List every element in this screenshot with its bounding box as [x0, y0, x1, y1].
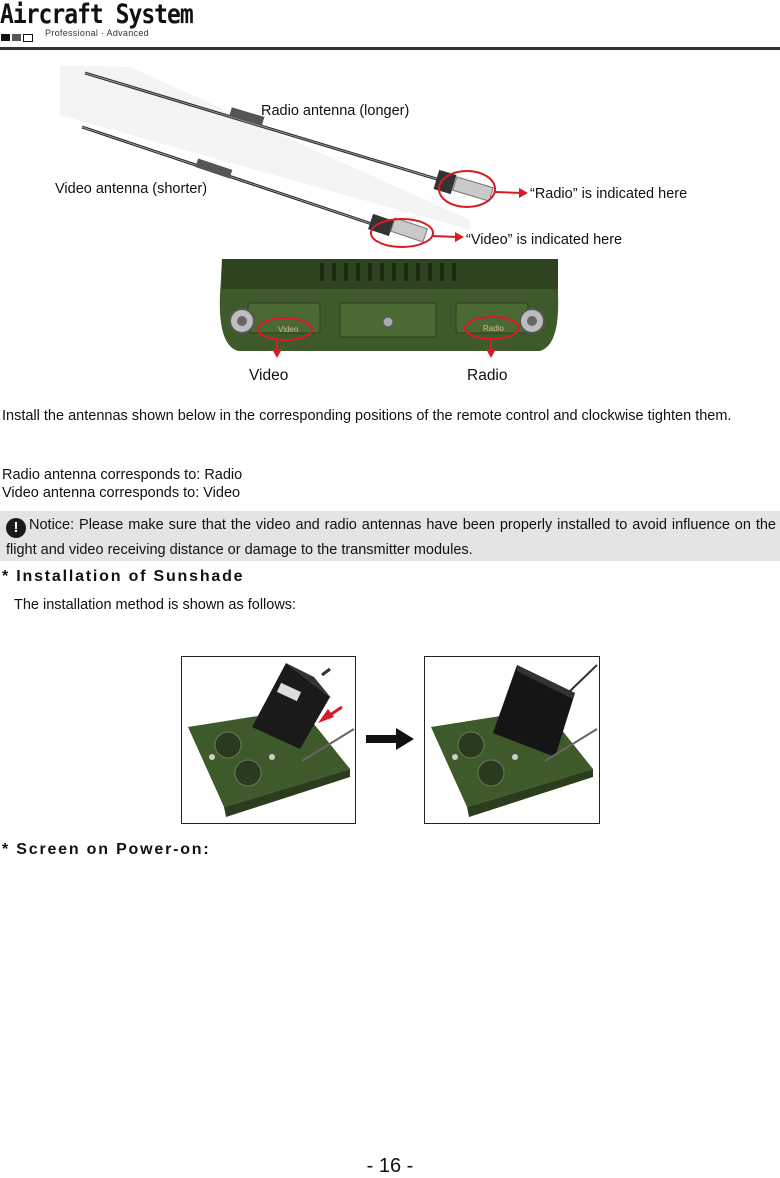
exclamation-icon: !	[6, 518, 26, 538]
logo-title: Aircraft System	[0, 0, 193, 30]
logo-squares	[1, 29, 35, 47]
svg-text:Radio: Radio	[483, 324, 504, 333]
label-radio-antenna: Radio antenna (longer)	[261, 103, 410, 119]
sunshade-intro: The installation method is shown as follows:	[14, 597, 297, 613]
sunshade-step-2-image	[424, 656, 600, 824]
label-port-radio: Radio	[467, 367, 508, 384]
logo-subtitle: Professional · Advanced	[45, 28, 149, 38]
label-radio-indicated: “Radio” is indicated here	[530, 186, 688, 202]
label-video-indicated: “Video” is indicated here	[466, 232, 623, 248]
sunshade-step-1-image	[181, 656, 356, 824]
label-video-antenna: Video antenna (shorter)	[55, 181, 208, 197]
notice-content	[6, 513, 776, 562]
svg-text:Video: Video	[278, 325, 299, 334]
radio-mapping: Radio antenna corresponds to: Radio	[2, 467, 243, 483]
page-number: - 16 -	[366, 1155, 414, 1177]
install-paragraph: Install the antennas shown below in the corresponding positions of the remote control and clockwise tighten them.	[2, 408, 732, 424]
power-on-heading: * Screen on Power-on:	[2, 841, 211, 858]
sunshade-heading: * Installation of Sunshade	[2, 568, 245, 585]
arrow-right-icon	[366, 728, 416, 750]
label-port-video: Video	[249, 367, 289, 384]
video-mapping: Video antenna corresponds to: Video	[2, 485, 241, 501]
notice-text: Notice: Please make sure that the video and radio antennas have been properly installed to avoid influence on the flight and video receiving distance or damage to the transmitter modules.	[6, 517, 776, 558]
header-divider	[0, 47, 780, 50]
